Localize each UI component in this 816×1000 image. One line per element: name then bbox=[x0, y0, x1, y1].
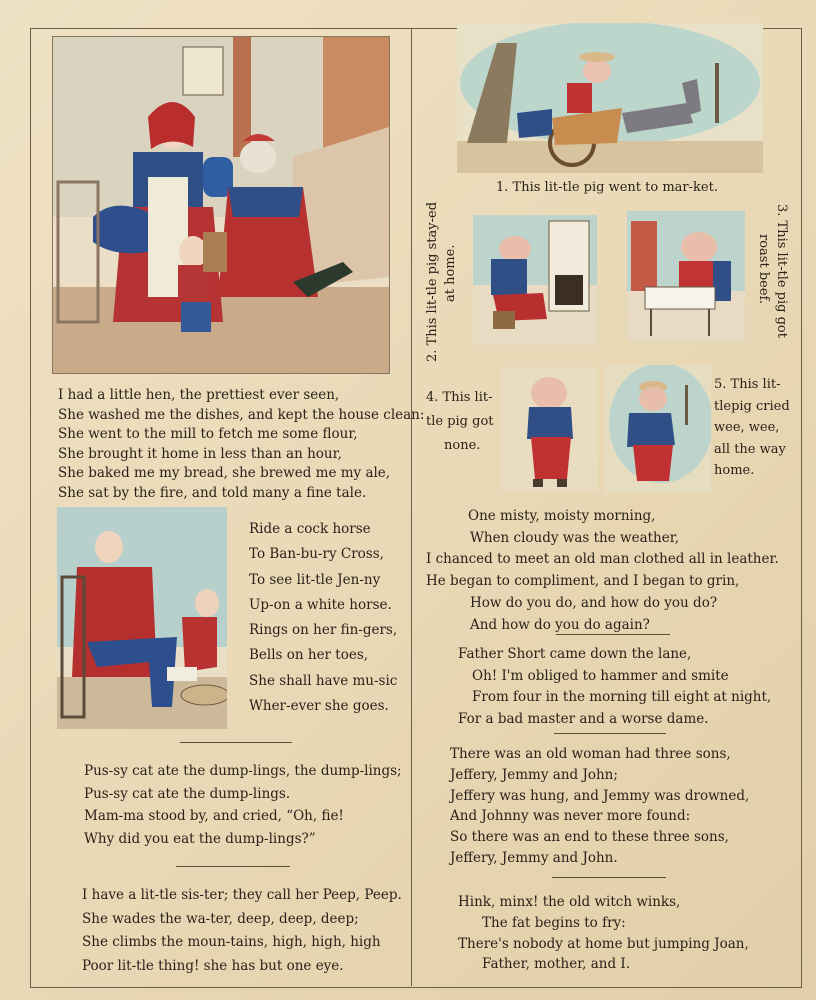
pig4-caption bbox=[426, 386, 494, 458]
poem-line: There's nobody at home but jumping Joan, bbox=[458, 935, 749, 952]
caption-line: 3. This lit-tle pig got bbox=[774, 204, 789, 338]
pig-wee-wee-illustration bbox=[604, 364, 712, 494]
poem-line: When cloudy was the weather, bbox=[470, 529, 679, 546]
poem-line: Why did you eat the dump-lings?” bbox=[84, 830, 316, 847]
poem-line: To see lit-tle Jen-ny bbox=[249, 571, 381, 588]
caption-line: 5. This lit- bbox=[714, 377, 781, 392]
poem-line: She baked me my bread, she brewed me my ale, bbox=[58, 465, 391, 481]
poem-line: She went to the mill to fetch me some flour, bbox=[58, 426, 358, 442]
poem-line: Ride a cock horse bbox=[249, 521, 371, 537]
poem-line: So there was an end to these three sons, bbox=[450, 829, 729, 846]
separator-rule bbox=[554, 733, 666, 734]
poem-line: How do you do, and how do you do? bbox=[470, 594, 718, 611]
poem-line: Father, mother, and I. bbox=[482, 956, 631, 973]
caption-line: tle pig got bbox=[426, 414, 494, 429]
poem-line: She washed me the dishes, and kept the house clean: bbox=[58, 406, 425, 423]
poem-line: I had a little hen, the prettiest ever seen, bbox=[58, 387, 340, 403]
caption-line: tlepig cried bbox=[714, 398, 790, 414]
poem-line: Jeffery was hung, and Jemmy was drowned, bbox=[450, 787, 750, 804]
cock-horse-illustration bbox=[56, 506, 228, 730]
witch-poem bbox=[458, 892, 749, 975]
poem-line: She shall have mu-sic bbox=[249, 672, 398, 689]
poem-line: From four in the morning till eight at night, bbox=[472, 689, 772, 705]
separator-rule bbox=[556, 634, 670, 635]
pig3-caption bbox=[754, 204, 790, 338]
old-woman-poem bbox=[450, 744, 749, 869]
separator-rule bbox=[176, 866, 290, 867]
poem-line: For a bad master and a worse dame. bbox=[458, 710, 709, 727]
pig-none-illustration bbox=[500, 366, 598, 492]
caption-line: none. bbox=[444, 438, 481, 453]
poem-line: She wades the wa-ter, deep, deep, deep; bbox=[82, 910, 359, 927]
poem-line: I chanced to meet an old man clothed all in leather. bbox=[426, 551, 779, 568]
poem-line: I have a lit-tle sis-ter; they call her Peep, Peep. bbox=[82, 887, 402, 903]
poem-line: Oh! I'm obliged to hammer and smite bbox=[472, 667, 729, 684]
poem-line: Pus-sy cat ate the dump-lings, the dump-lings; bbox=[84, 763, 402, 779]
caption-line: wee, wee, bbox=[714, 420, 780, 435]
poem-line: Jeffery, Jemmy and John; bbox=[450, 766, 618, 783]
caption-line: at home. bbox=[443, 244, 458, 302]
father-short-poem bbox=[458, 644, 771, 730]
separator-rule bbox=[552, 877, 666, 878]
poem-line: Jeffery, Jemmy and John. bbox=[450, 849, 618, 866]
column-divider bbox=[411, 28, 412, 986]
cock-horse-poem bbox=[249, 517, 397, 719]
poem-line: One misty, moisty morning, bbox=[468, 508, 656, 524]
pussy-cat-poem bbox=[84, 760, 402, 850]
caption-line: all the way bbox=[714, 441, 786, 457]
hen-illustration bbox=[52, 36, 390, 374]
poem-line: Bells on her toes, bbox=[249, 647, 369, 664]
poem-line: Mam-ma stood by, and cried, “Oh, fie! bbox=[84, 808, 344, 824]
poem-line: Pus-sy cat ate the dump-lings. bbox=[84, 785, 291, 802]
poem-line: And how do you do again? bbox=[470, 616, 650, 633]
misty-morning-poem bbox=[426, 506, 779, 636]
poem-line: He began to compliment, and I began to grin, bbox=[426, 573, 740, 590]
caption-line: 2. This lit-tle pig stay-ed bbox=[425, 201, 440, 362]
caption-line: roast beef. bbox=[756, 234, 771, 305]
poem-line: Rings on her fin-gers, bbox=[249, 622, 398, 639]
separator-rule bbox=[180, 742, 292, 743]
poem-line: There was an old woman had three sons, bbox=[450, 746, 731, 762]
pig2-caption bbox=[424, 202, 460, 362]
poem-line: Hink, minx! the old witch winks, bbox=[458, 894, 681, 910]
caption-line: 4. This lit- bbox=[426, 390, 493, 405]
poem-line: Poor lit-tle thing! she has but one eye. bbox=[82, 957, 344, 974]
poem-line: Wher-ever she goes. bbox=[249, 698, 389, 715]
poem-line: Up-on a white horse. bbox=[249, 596, 392, 613]
hen-poem bbox=[58, 386, 424, 503]
poem-line: To Ban-bu-ry Cross, bbox=[249, 546, 384, 563]
poem-line: She climbs the moun-tains, high, high, high bbox=[82, 934, 381, 950]
pig5-caption bbox=[714, 374, 790, 482]
poem-line: Father Short came down the lane, bbox=[458, 646, 692, 662]
poem-line: She sat by the fire, and told many a fine tale. bbox=[58, 484, 367, 501]
poem-line: And Johnny was never more found: bbox=[450, 808, 691, 825]
pig-roast-beef-illustration bbox=[626, 210, 746, 342]
poem-line: She brought it home in less than an hour, bbox=[58, 445, 342, 462]
sister-poem bbox=[82, 884, 402, 978]
pig-home-illustration bbox=[472, 214, 598, 346]
pig-market-illustration bbox=[456, 22, 764, 174]
pig1-caption: 1. This lit-tle pig went to mar-ket. bbox=[496, 180, 718, 195]
caption-line: home. bbox=[714, 463, 755, 478]
poem-line: The fat begins to fry: bbox=[482, 914, 626, 931]
